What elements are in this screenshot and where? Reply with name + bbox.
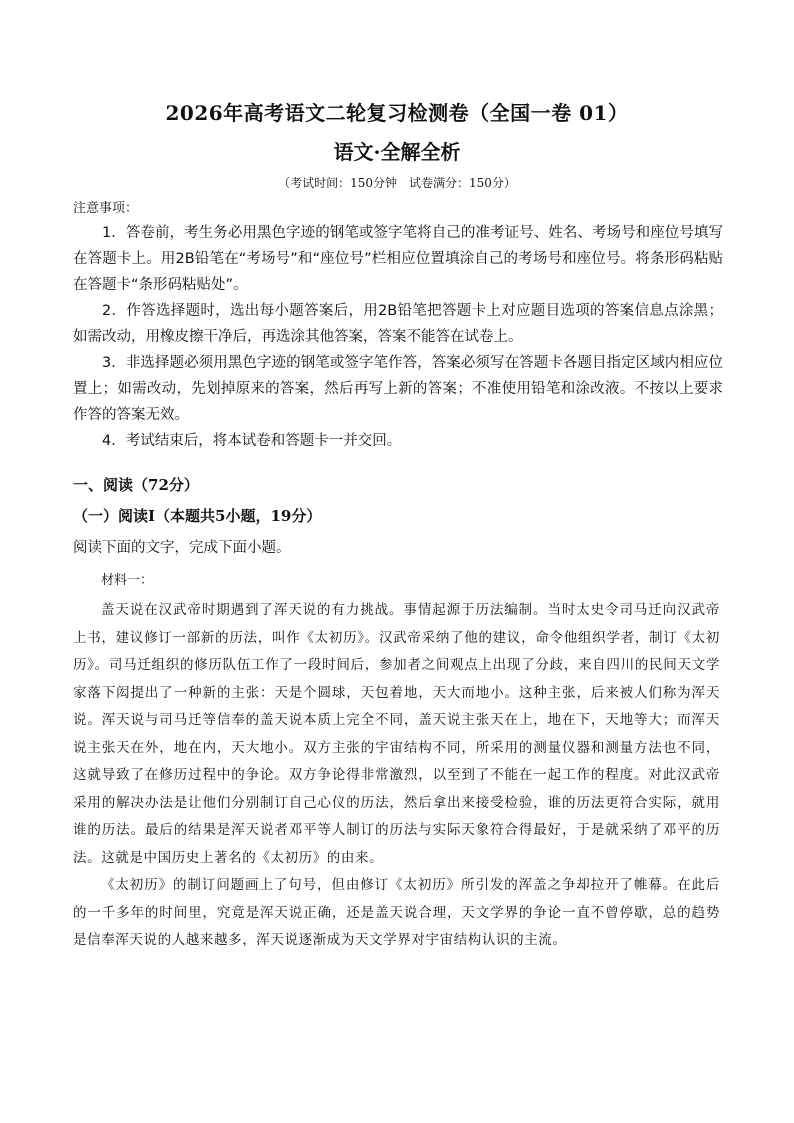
- reading-passage: [73, 597, 720, 955]
- exam-info: （考试时间：150分钟 试卷满分：150分）: [278, 176, 516, 190]
- page-subtitle: 语文·全解全析: [333, 140, 461, 164]
- notes-list: [73, 220, 723, 454]
- note-item: 2．作答选择题时，选出每小题答案后，用2B铅笔把答题卡上对应题目选项的答案信息点涂黑；如需改动，用橡皮擦干净后，再选涂其他答案，答案不能答在试卷上。: [73, 303, 723, 345]
- note-item: 3．非选择题必须用黑色字迹的钢笔或签字笔作答，答案必须写在答题卡各题目指定区域内相应位置上；如需改动，先划掉原来的答案，然后再写上新的答案；不准使用铅笔和涂改液。不按以上要求作答的答案无效。: [73, 355, 723, 423]
- reading-instruction: 阅读下面的文字，完成下面小题。: [73, 540, 291, 556]
- note-item: 4．考试结束后，将本试卷和答题卡一并交回。: [102, 433, 402, 449]
- page-title: 2026年高考语文二轮复习检测卷（全国一卷 01）: [165, 101, 629, 125]
- passage-paragraph: 盖天说在汉武帝时期遇到了浑天说的有力挑战。事情起源于历法编制。当时太史令司马迁向汉武帝上书，建议修订一部新的历法，叫作《太初历》。汉武帝采纳了他的建议，命令他组织学者，制订《太初历》。司马迁组织的修历队伍工作了一段时间后，参加者之间观点上出现了分歧，来自四川的民间天文学家落下闳提出了一种新的主张：天是个圆球，天包着地，天大而地小。这种主张，后来被人们称为浑天说。浑天说与司马迁等信奉的盖天说本质上完全不同，盖天说主张天在上，地在下，天地等大；而浑天说主张天在外，地在内，天大地小。双方主张的宇宙结构不同，所采用的测量仪器和测量方法也不同，这就导致了在修历过程中的争论。双方争论得非常激烈，以至到了不能在一起工作的程度。对此汉武帝采用的解决办法是让他们分别制订自己心仪的历法，然后拿出来接受检验，谁的历法更符合实际，就用谁的历法。最后的结果是浑天说者邓平等人制订的历法与实际天象符合得最好，于是就采纳了邓平的历法。这就是中国历史上著名的《太初历》的由来。: [73, 602, 720, 866]
- note-item: 1．答卷前，考生务必用黑色字迹的钢笔或签字笔将自己的准考证号、姓名、考场号和座位号填写在答题卡上。用2B铅笔在“考场号”和“座位号”栏相应位置填涂自己的考场号和座位号。将条形码粘贴在答题卡“条形码粘贴处”。: [73, 225, 723, 293]
- subsection-heading: （一）阅读Ⅰ（本题共5小题，19分）: [73, 507, 322, 525]
- section-heading: 一、阅读（72分）: [73, 476, 199, 494]
- notes-heading: 注意事项：: [73, 201, 139, 216]
- passage-paragraph: 《太初历》的制订问题画上了句号，但由修订《太初历》所引发的浑盖之争却拉开了帷幕。在此后的一千多年的时间里，究竟是浑天说正确，还是盖天说合理，天文学界的争论一直不曾停歇，总的趋势是信奉浑天说的人越来越多，浑天说逐渐成为天文学界对宇宙结构认识的主流。: [73, 877, 720, 948]
- material-label: 材料一：: [101, 573, 154, 588]
